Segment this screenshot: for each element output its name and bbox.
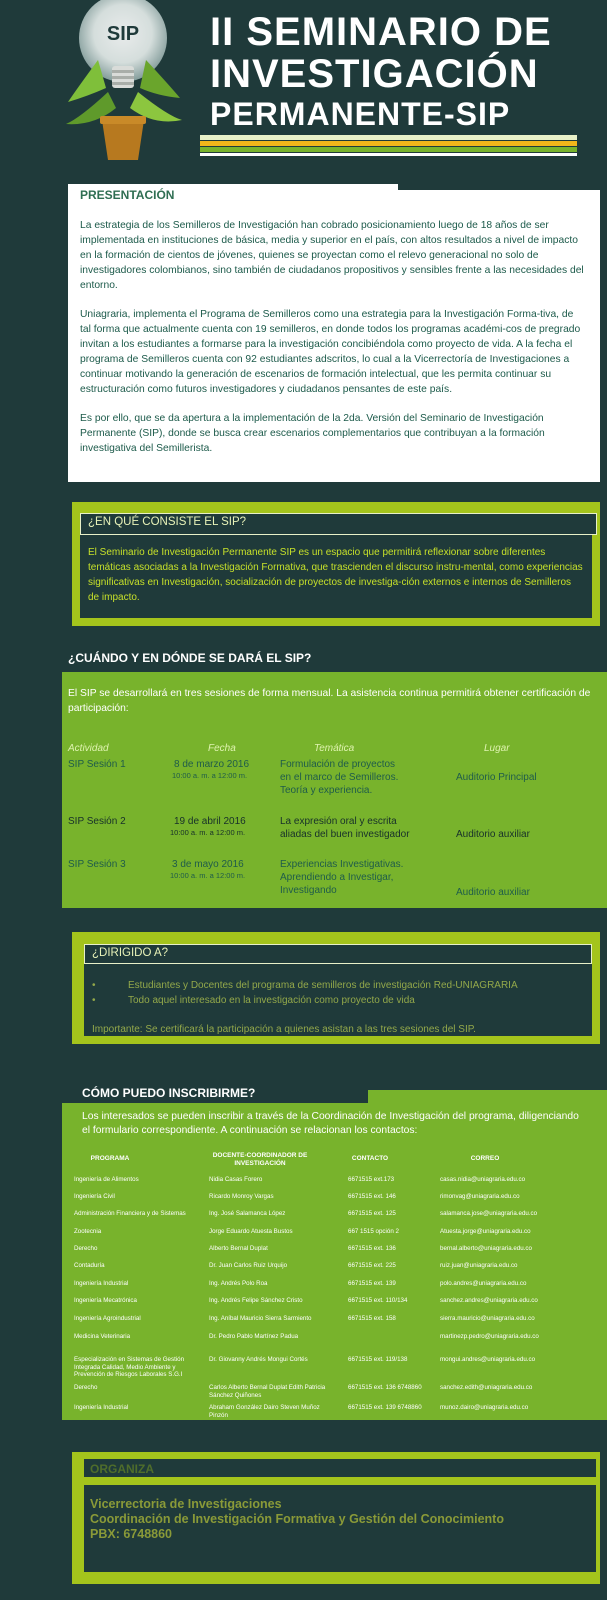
session-2-hora: 10:00 a. m. a 12:00 m. <box>170 828 246 837</box>
contact-contacto-cell: 6671515 ext. 225 <box>348 1262 396 1269</box>
cuando-intro: El SIP se desarrollará en tres sesiones de forma mensual. La asistencia continua permitirá obtener certificación de participación: <box>68 688 591 714</box>
cuando-heading: ¿CUÁNDO Y EN DÓNDE SE DARÁ EL SIP? <box>68 651 312 665</box>
contact-programa-cell: Derecho <box>74 1245 98 1252</box>
contact-docente-cell: Alberto Bernal Duplat <box>209 1245 268 1252</box>
contact-docente-cell: Carlos Alberto Bernal Duplat Edith Patricia Sánchez Quiñones <box>209 1384 326 1399</box>
presentation-text <box>80 218 585 470</box>
inscripcion-intro: Los interesados se pueden inscribir a través de la Coordinación de Investigación del programa, diligenciando el formulario correspondiente. A continuación se relacionan los contactos: <box>82 1111 579 1136</box>
session-3-tematica-line-3: Investigando <box>280 885 337 896</box>
dirigido-list <box>92 978 587 1037</box>
title-line-1: II SEMINARIO DE <box>210 10 552 54</box>
header-banner <box>0 0 607 175</box>
session-3-lugar: Auditorio auxiliar <box>456 887 530 898</box>
session-3-fecha: 3 de mayo 2016 <box>172 859 244 870</box>
contact-correo-cell: sierra.mauricio@uniagraria.edu.co <box>440 1315 535 1322</box>
session-1-actividad: SIP Sesión 1 <box>68 759 126 770</box>
session-1-fecha: 8 de marzo 2016 <box>174 759 250 770</box>
contact-docente-cell: Dr. Pedro Pablo Martínez Padua <box>209 1333 299 1340</box>
contact-programa-cell: Derecho <box>74 1384 98 1391</box>
contact-programa-cell: Ingeniería Mecatrónica <box>74 1297 137 1304</box>
contact-docente-cell: Ing. Andrés Felipe Sánchez Cristo <box>209 1297 303 1304</box>
contact-docente-cell: Ing. Andrés Polo Roa <box>209 1280 268 1287</box>
session-2-fecha: 19 de abril 2016 <box>174 816 246 827</box>
contact-docente-cell: Ing. José Salamanca López <box>209 1210 286 1217</box>
title-line-2: INVESTIGACIÓN <box>210 52 539 96</box>
header-stripe-2 <box>200 141 577 146</box>
session-2-lugar: Auditorio auxiliar <box>456 829 530 840</box>
contacts-col-docente: DOCENTE-COORDINADOR DE INVESTIGACIÓN <box>212 1152 308 1167</box>
organiza-line-1: Vicerrectoria de Investigaciones <box>90 1497 282 1511</box>
contact-programa-cell: Ingeniería Agroindustrial <box>74 1315 141 1322</box>
contact-programa-cell: Administración Financiera y de Sistemas <box>74 1210 186 1217</box>
session-2-tematica <box>280 815 410 841</box>
session-3-tematica <box>280 858 403 897</box>
contacts-col-programa: PROGRAMA <box>90 1155 130 1162</box>
presentation-paragraph-2: Uniagraria, implementa el Programa de Semilleros como una estrategia para la Investigación Forma-tiva, de tal forma que actualmente cuenta con 19 semilleros, en donde todos los programas académi-cos de pregrado invitan a los estudiantes a formarse para la investigación concibiéndola como proyecto de vida. A la fecha el programa de Semilleros cuenta con 92 estudiantes adscritos, lo cual a la Vicerrectoría de Investigaciones a continuar motivando la generación de escenarios de formación intelectual, que les permita continuar su estructuración como futuros investigadores y ciudadanos pensantes de este país. <box>80 309 581 395</box>
contact-contacto-cell: 6671515 ext. 125 <box>348 1210 396 1217</box>
header-stripe-3 <box>200 147 577 152</box>
contact-contacto-cell: 6671515 ext. 110/134 <box>348 1297 408 1304</box>
contact-programa-cell: Ingeniería de Alimentos <box>74 1176 139 1183</box>
contact-correo-cell: casas.nidia@uniagraria.edu.co <box>440 1176 526 1183</box>
col-actividad: Actividad <box>68 743 109 754</box>
contact-docente-cell: Ricardo Monroy Vargas <box>209 1193 274 1200</box>
contact-docente-cell: Ing. Aníbal Mauricio Sierra Sarmiento <box>209 1315 312 1322</box>
consiste-heading: ¿EN QUÉ CONSISTE EL SIP? <box>88 516 247 528</box>
session-3-tematica-line-1: Experiencias Investigativas. <box>280 859 404 870</box>
organiza-tab <box>84 1459 596 1477</box>
session-3-actividad: SIP Sesión 3 <box>68 859 126 870</box>
session-2-tematica-line-1: La expresión oral y escrita <box>280 816 397 827</box>
dirigido-heading: ¿DIRIGIDO A? <box>92 947 169 959</box>
col-tematica: Temática <box>314 743 355 754</box>
contact-programa-cell: Zootecnia <box>74 1228 102 1235</box>
bullet-icon: • <box>92 995 96 1006</box>
organiza-text <box>90 1497 504 1542</box>
contact-contacto-cell: 667 1515 opción 2 <box>348 1228 399 1235</box>
consiste-text: El Seminario de Investigación Permanente SIP es un espacio que permitirá reflexionar sobre diferentes temáticas asociadas a la Investigación Formativa, que trascienden el discurso instru-mental, como experiencias significativas en Investigación, socialización de proyectos de investiga-ción externos e internos de Semilleros de impacto. <box>88 547 583 603</box>
session-2-actividad: SIP Sesión 2 <box>68 816 126 827</box>
contact-programa-cell: Contaduría <box>74 1262 105 1269</box>
contact-contacto-cell: 6671515 ext.173 <box>348 1176 395 1183</box>
dirigido-bullet-1-text: Estudiantes y Docentes del programa de semilleros de investigación Red-UNIAGRARIA <box>128 980 518 991</box>
contact-correo-cell: bernal.alberto@uniagraria.edu.co <box>440 1245 532 1252</box>
contact-correo-cell: sanchez.andres@uniagraria.edu.co <box>440 1297 538 1304</box>
contact-correo-cell: ruiz.juan@uniagraria.edu.co <box>440 1262 518 1269</box>
session-3-hora: 10:00 a. m. a 12:00 m. <box>170 871 246 880</box>
contact-contacto-cell: 6671515 ext. 139 6748860 <box>348 1404 422 1411</box>
contact-correo-cell: martinezp.pedro@uniagraria.edu.co <box>440 1333 539 1340</box>
header-stripe-1 <box>200 135 577 140</box>
contact-correo-cell: polo.andres@uniagraria.edu.co <box>440 1280 527 1287</box>
dirigido-bullet-1 <box>92 978 587 993</box>
contact-contacto-cell: 6671515 ext. 119/138 <box>348 1356 408 1363</box>
presentation-paragraph-3: Es por ello, que se da apertura a la implementación de la 2da. Versión del Seminario de Investigación Permanente (SIP), donde se busca crear escenarios complementarios que contribuyan a la formación investigativa del Semillerista. <box>80 413 545 454</box>
session-1-tematica-line-1: Formulación de proyectos <box>280 759 396 770</box>
col-fecha: Fecha <box>208 743 236 754</box>
contact-contacto-cell: 6671515 ext. 139 <box>348 1280 396 1287</box>
contact-contacto-cell: 6671515 ext. 158 <box>348 1315 396 1322</box>
organiza-line-2: Coordinación de Investigación Formativa y Gestión del Conocimiento <box>90 1512 504 1526</box>
bullet-icon: • <box>92 980 96 991</box>
session-1-hora: 10:00 a. m. a 12:00 m. <box>172 771 248 780</box>
contact-docente-cell: Jorge Eduardo Atuesta Bustos <box>209 1228 293 1235</box>
presentation-paragraph-1: La estrategia de los Semilleros de Investigación han cobrado posicionamiento luego de 18 años de ser implementada en instituciones de básica, media y superior en el país, con altos resultados a nivel de impacto en la formación de cientos de jóvenes, quienes se proyectan como el relevo generacional no solo de investigadores colombianos, sino también de ciudadanos propositivos y sensibles frente a las necesidades del entorno. <box>80 220 584 291</box>
lightbulb-plant-logo <box>58 0 188 175</box>
session-1-tematica-line-2: en el marco de Semilleros. <box>280 772 399 783</box>
session-1-lugar: Auditorio Principal <box>456 772 537 783</box>
organiza-line-3: PBX: 6748860 <box>90 1527 173 1541</box>
inscripcion-heading: CÓMO PUEDO INSCRIBIRME? <box>82 1086 256 1100</box>
col-lugar: Lugar <box>484 743 510 754</box>
organiza-heading: ORGANIZA <box>90 1462 154 1476</box>
contact-programa-cell: Ingeniería Civil <box>74 1193 115 1200</box>
session-1-tematica <box>280 758 398 797</box>
contact-programa-cell: Ingeniería Industrial <box>74 1280 129 1287</box>
sip-logo-text: SIP <box>106 23 140 45</box>
contact-docente-cell: Abraham González Dairo Steven Muñoz Pinzón <box>209 1404 320 1419</box>
contact-programa-cell: Especialización en Sistemas de Gestión Integrada Calidad, Medio Ambiente y Prevención de Riesgos Laborales S.G.I <box>74 1356 185 1378</box>
session-3-tematica-line-2: Aprendiendo a Investigar, <box>280 872 394 883</box>
contact-correo-cell: mongui.andres@uniagraria.edu.co <box>440 1356 536 1363</box>
presentation-heading: PRESENTACIÓN <box>80 188 175 202</box>
contact-correo-cell: salamanca.jose@uniagraria.edu.co <box>440 1210 538 1217</box>
contact-correo-cell: Atuesta.jorge@uniagraria.edu.co <box>440 1228 531 1235</box>
dirigido-note: Importante: Se certificará la participación a quienes asistan a las tres sesiones del SIP. <box>92 1024 476 1035</box>
contact-contacto-cell: 6671515 ext. 146 <box>348 1193 396 1200</box>
contact-correo-cell: munoz.dairo@uniagraria.edu.co <box>440 1404 529 1411</box>
contact-docente-cell: Nidia Casas Forero <box>209 1176 263 1183</box>
contact-programa-cell: Medicina Veterinaria <box>74 1333 131 1340</box>
contact-contacto-cell: 6671515 ext. 136 6748860 <box>348 1384 422 1391</box>
dirigido-bullet-2 <box>92 993 587 1008</box>
session-2-tematica-line-2: aliadas del buen investigador <box>280 829 410 840</box>
contact-programa-cell: Ingeniería Industrial <box>74 1404 129 1411</box>
contacts-col-correo: CORREO <box>470 1155 500 1162</box>
contact-contacto-cell: 6671515 ext. 136 <box>348 1245 396 1252</box>
contact-docente-cell: Dr. Juan Carlos Ruiz Urquijo <box>209 1262 288 1269</box>
dirigido-bullet-2-text: Todo aquel interesado en la investigación como proyecto de vida <box>128 995 415 1006</box>
session-1-tematica-line-3: Teoría y experiencia. <box>280 785 373 796</box>
header-stripe-4 <box>200 153 577 156</box>
contact-correo-cell: rimonvag@uniagraria.edu.co <box>440 1193 520 1200</box>
contact-correo-cell: sanchez.edith@uniagraria.edu.co <box>440 1384 533 1391</box>
title-line-3: PERMANENTE-SIP <box>210 96 511 132</box>
contacts-col-contacto: CONTACTO <box>351 1155 389 1162</box>
contact-docente-cell: Dr. Giovanny Andrés Mongui Cortés <box>209 1356 308 1363</box>
